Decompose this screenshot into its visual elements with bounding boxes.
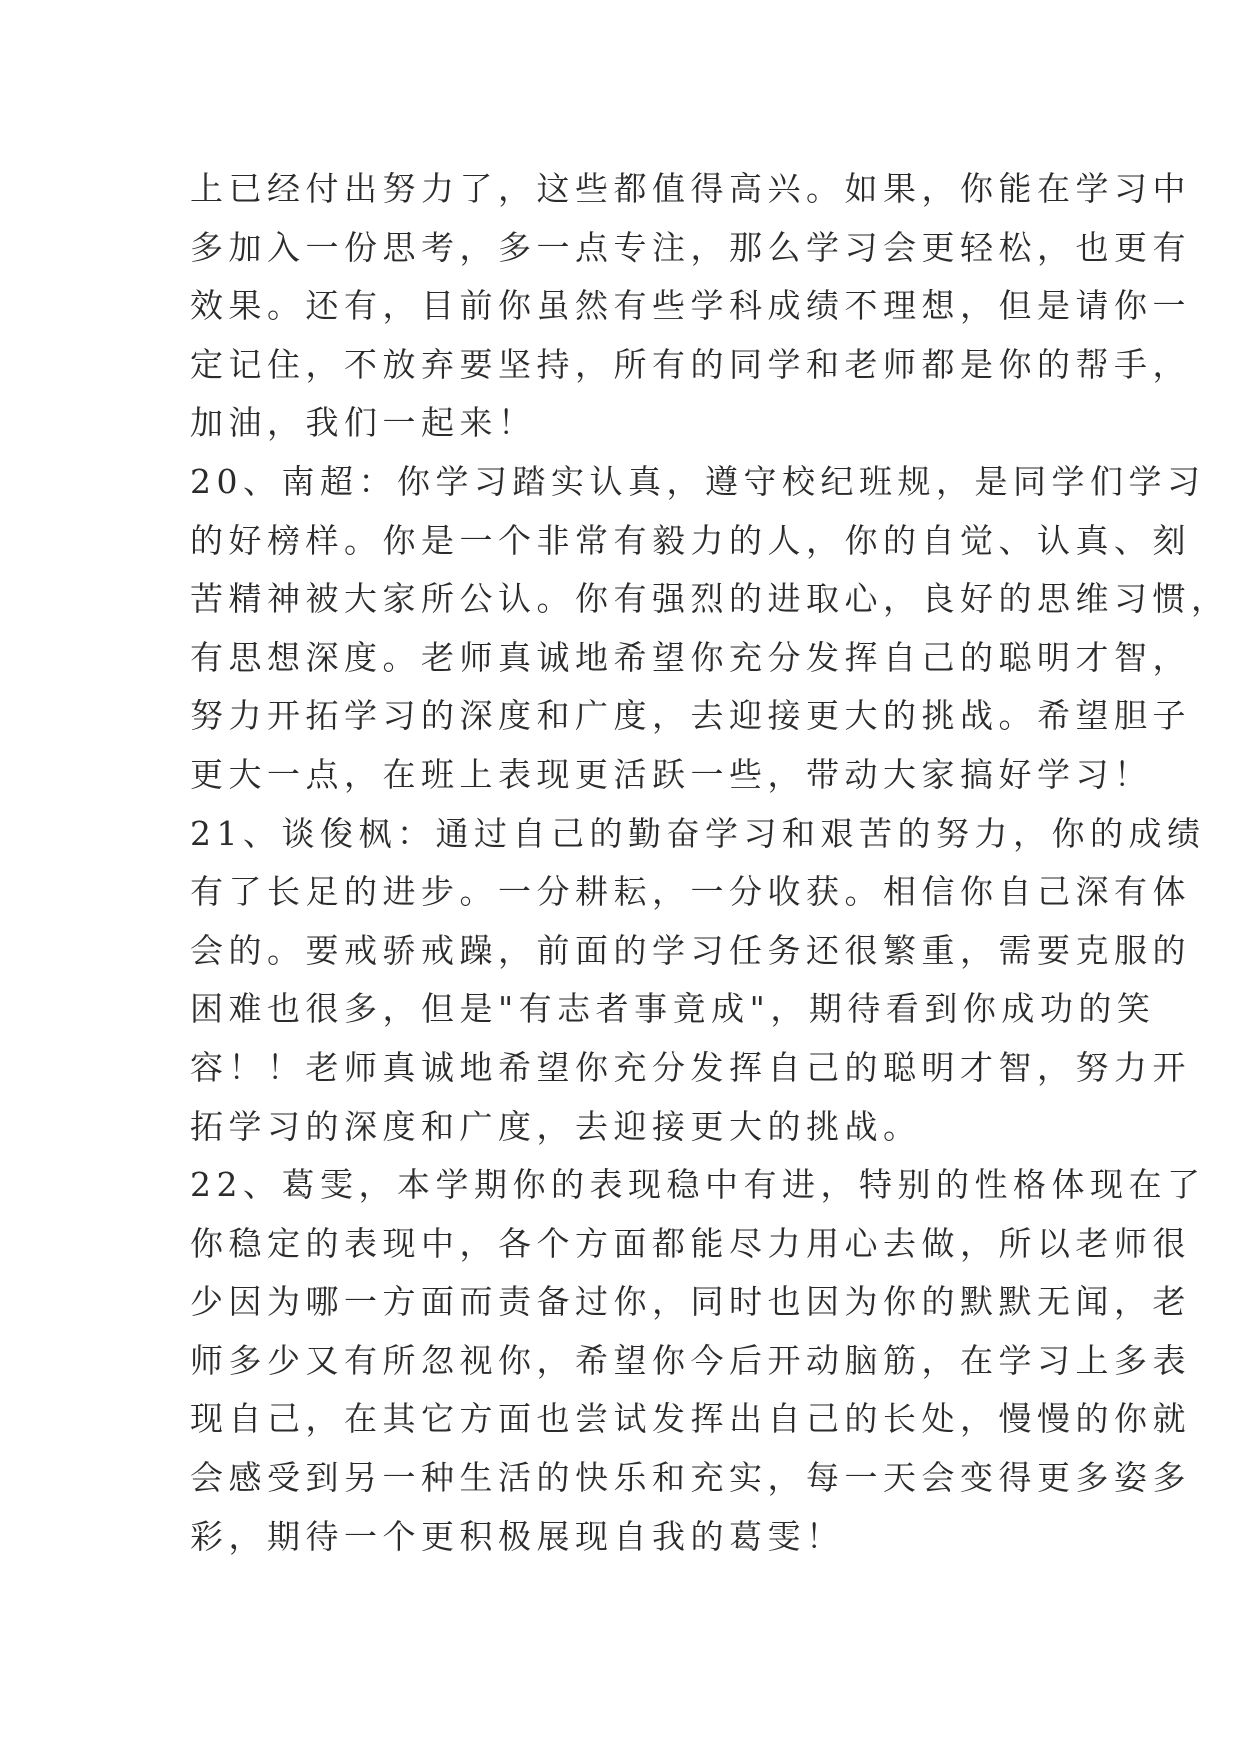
text-line: 上已经付出努力了，这些都值得高兴。如果，你能在学习中 bbox=[190, 169, 1191, 208]
text-line: 苦精神被大家所公认。你有强烈的进取心，良好的思维习惯， bbox=[190, 579, 1230, 619]
text-line: 会的。要戒骄戒躁，前面的学习任务还很繁重，需要克服的 bbox=[190, 930, 1191, 970]
text-line: 拓学习的深度和广度，去迎接更大的挑战。 bbox=[190, 1106, 922, 1146]
text-line: 22、葛雯，本学期你的表现稳中有进，特别的性格体现在了 bbox=[190, 1165, 1206, 1205]
text-line: 多加入一份思考，多一点专注，那么学习会更轻松，也更有 bbox=[190, 227, 1191, 267]
text-line: 现自己，在其它方面也尝试发挥出自己的长处，慢慢的你就 bbox=[190, 1399, 1191, 1439]
text-line: 你稳定的表现中，各个方面都能尽力用心去做，所以老师很 bbox=[190, 1223, 1191, 1263]
text-line: 有了长足的进步。一分耕耘，一分收获。相信你自己深有体 bbox=[190, 872, 1191, 912]
text-line: 会感受到另一种生活的快乐和充实，每一天会变得更多姿多 bbox=[190, 1458, 1191, 1498]
text-line: 定记住，不放弃要坚持，所有的同学和老师都是你的帮手， bbox=[190, 344, 1191, 384]
text-line: 效果。还有，目前你虽然有些学科成绩不理想，但是请你一 bbox=[190, 286, 1191, 326]
text-line: 有思想深度。老师真诚地希望你充分发挥自己的聪明才智， bbox=[190, 637, 1191, 677]
text-line: 彩，期待一个更积极展现自我的葛雯！ bbox=[190, 1516, 845, 1556]
text-line: 少因为哪一方面而责备过你，同时也因为你的默默无闻，老 bbox=[190, 1282, 1191, 1322]
text-line: 努力开拓学习的深度和广度，去迎接更大的挑战。希望胆子 bbox=[190, 696, 1191, 736]
text-line: 21、谈俊枫：通过自己的勤奋学习和艰苦的努力，你的成绩 bbox=[190, 813, 1206, 853]
text-line: 加油，我们一起来！ bbox=[190, 403, 537, 443]
text-line: 师多少又有所忽视你，希望你今后开动脑筋，在学习上多表 bbox=[190, 1340, 1191, 1380]
text-line: 容！！老师真诚地希望你充分发挥自己的聪明才智，努力开 bbox=[190, 1047, 1191, 1087]
comment-text-body bbox=[190, 160, 1230, 1566]
text-line: 的好榜样。你是一个非常有毅力的人，你的自觉、认真、刻 bbox=[190, 520, 1191, 560]
text-line: 20、南超：你学习踏实认真，遵守校纪班规，是同学们学习 bbox=[190, 461, 1206, 501]
text-line: 更大一点，在班上表现更活跃一些，带动大家搞好学习！ bbox=[190, 754, 1153, 794]
text-line: 困难也很多，但是"有志者事竟成"，期待看到你成功的笑 bbox=[190, 989, 1156, 1029]
